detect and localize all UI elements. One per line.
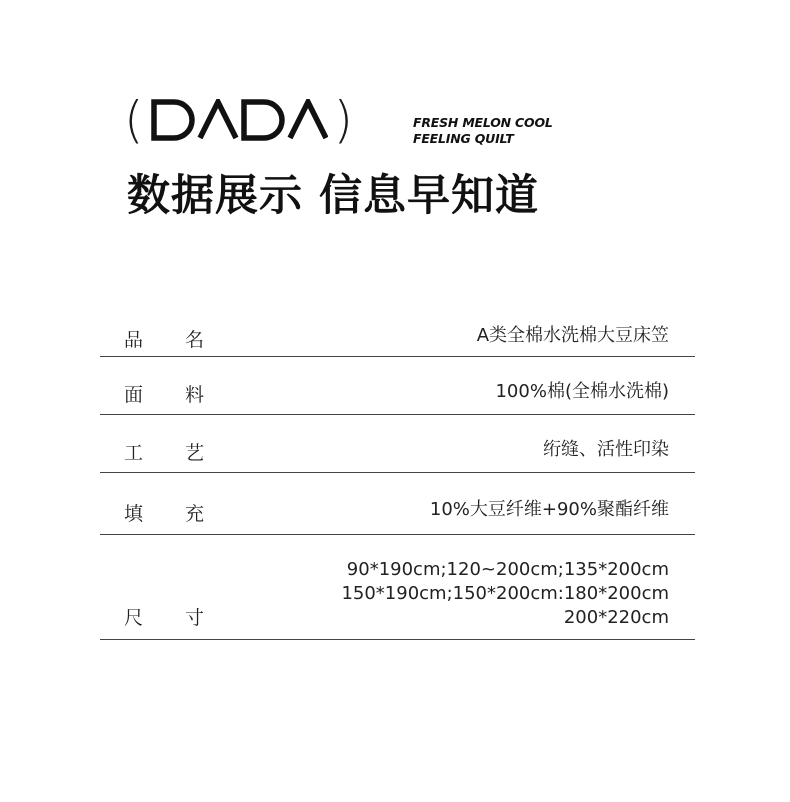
spec-label: [124, 603, 204, 630]
spec-row-filling: [100, 473, 695, 535]
spec-label: [124, 380, 204, 407]
spec-label-char: 艺: [184, 442, 204, 464]
spec-row-fabric: [100, 357, 695, 415]
tagline-line-1: FRESH MELON COOL: [413, 115, 553, 130]
spec-label-char: 填: [124, 503, 144, 525]
spec-value: [341, 558, 669, 630]
spec-table: [100, 300, 695, 640]
spec-value-line: 150*190cm;150*200cm:180*200cm: [341, 583, 669, 604]
spec-label-char: 面: [124, 384, 144, 406]
spec-label-char: 料: [184, 384, 204, 406]
logo-paren-close: ): [333, 91, 354, 149]
spec-value-line: 100%棉(全棉水洗棉): [495, 381, 669, 402]
tagline: [413, 115, 553, 147]
spec-row-size: [100, 535, 695, 640]
spec-row-name: [100, 300, 695, 357]
spec-value: [495, 380, 669, 404]
spec-value: [477, 324, 669, 348]
spec-value-line: 绗缝、活性印染: [543, 439, 669, 460]
dada-logo-mark: [150, 99, 328, 141]
spec-label-char: 品: [124, 329, 144, 351]
spec-label: [124, 438, 204, 465]
brand-logo: [124, 92, 353, 148]
spec-label: [124, 499, 204, 526]
spec-label: [124, 325, 204, 352]
tagline-line-2: FEELING QUILT: [413, 131, 514, 146]
spec-value-line: A类全棉水洗棉大豆床笠: [476, 325, 669, 346]
spec-label-char: 充: [184, 503, 204, 525]
spec-value-line: 200*220cm: [563, 607, 669, 628]
spec-value-line: 10%大豆纤维+90%聚酯纤维: [429, 499, 669, 520]
spec-label-char: 尺: [124, 607, 144, 629]
logo-paren-open: (: [124, 91, 144, 149]
spec-value-line: 90*190cm;120~200cm;135*200cm: [346, 559, 669, 580]
spec-value: [430, 498, 669, 522]
spec-label-char: 工: [124, 442, 144, 464]
spec-value: [543, 438, 669, 462]
spec-label-char: 名: [184, 329, 204, 351]
page-headline: 数据展示 信息早知道: [127, 171, 539, 221]
spec-label-char: 寸: [184, 607, 204, 629]
spec-row-craft: [100, 415, 695, 473]
